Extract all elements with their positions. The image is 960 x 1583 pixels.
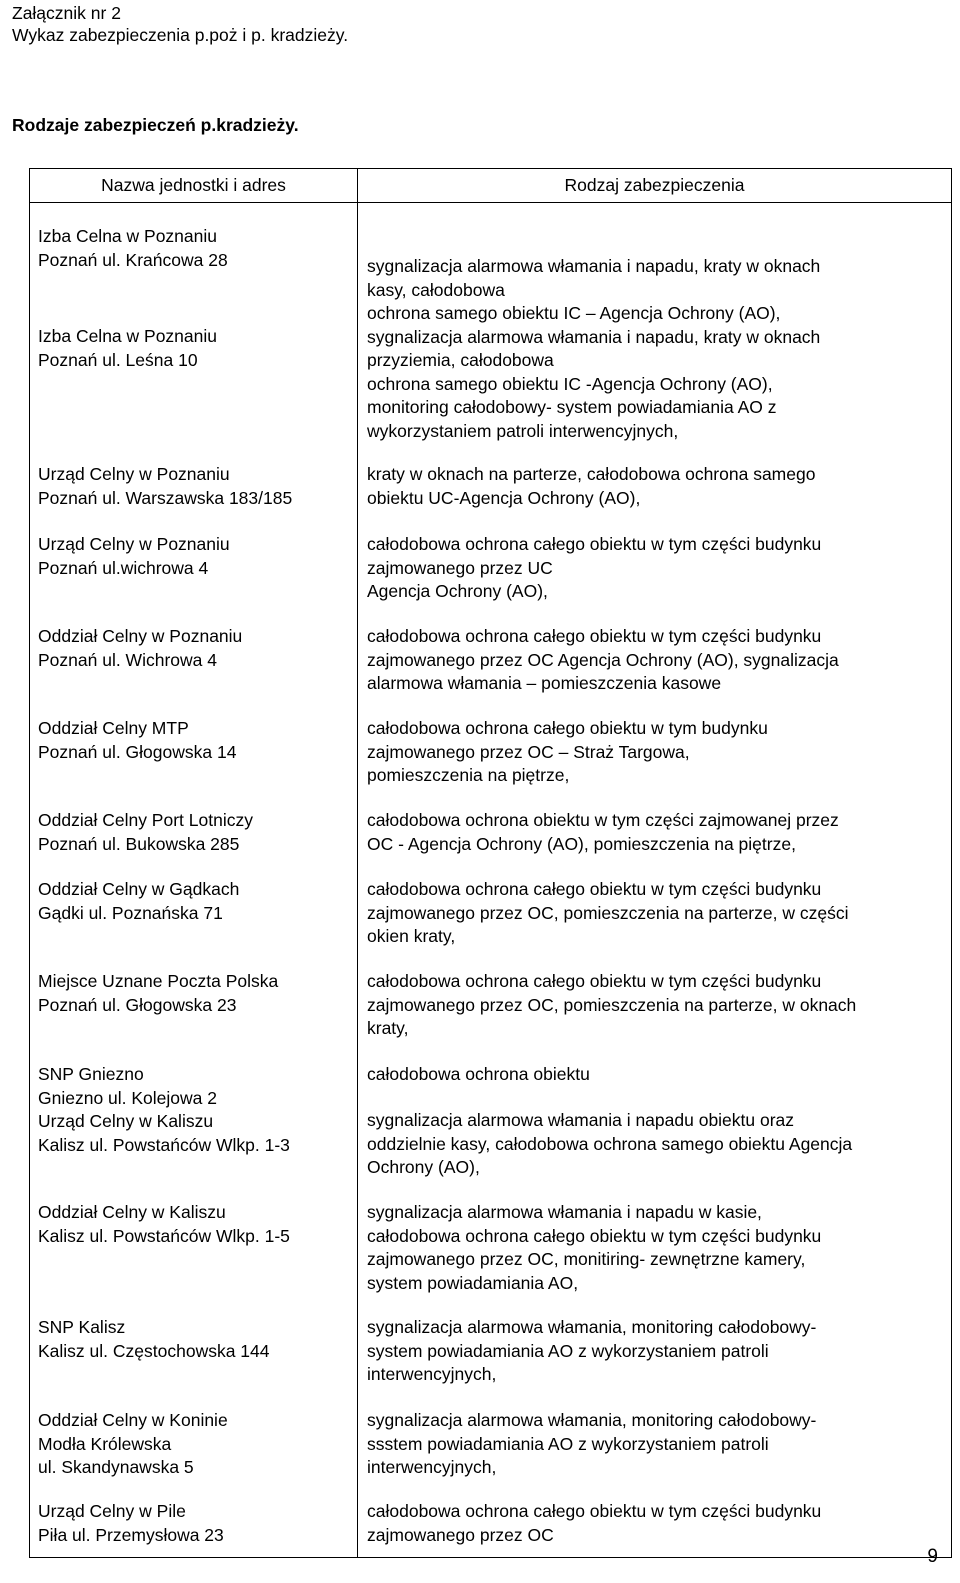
protection-entry — [367, 533, 952, 604]
protection-entry-line: wykorzystaniem patroli interwencyjnych, — [367, 420, 679, 441]
protection-entry-line: całodobowa ochrona całego obiektu w tym części budynku — [367, 971, 822, 991]
unit-entry-line: Urząd Celny w Poznaniu — [38, 464, 230, 484]
protection-entry-line: całodobowa ochrona obiektu — [367, 1064, 590, 1084]
protection-entry — [367, 878, 952, 949]
protection-entry-line: interwencyjnych, — [367, 1364, 497, 1384]
protection-entry-line: oddzielnie kasy, całodobowa ochrona samego obiektu Agencja — [367, 1133, 853, 1154]
protection-entry-line: okien kraty, — [367, 926, 456, 946]
protection-entry-line: pomieszczenia na piętrze, — [367, 765, 570, 785]
attachment-label: Załącznik nr 2 — [12, 3, 121, 23]
unit-entry-line: Oddział Celny MTP — [38, 718, 189, 738]
unit-entry — [38, 533, 353, 580]
column-header-protection: Rodzaj zabezpieczenia — [358, 169, 952, 203]
protection-entry-line: kasy, całodobowa — [367, 279, 505, 300]
protection-entry-line: kraty, — [367, 1018, 409, 1038]
protection-entry-line: system powiadamiania AO, — [367, 1272, 579, 1293]
unit-entry-line: Kalisz ul. Częstochowska 144 — [38, 1340, 270, 1361]
protection-entry-line: zajmowanego przez OC, pomieszczenia na parterze, w części — [367, 902, 849, 923]
protection-entry — [367, 970, 952, 1041]
unit-entry-line: Poznań ul. Głogowska 14 — [38, 741, 237, 762]
unit-entry — [38, 717, 353, 764]
protection-entry-line: sygnalizacja alarmowa włamania, monitoring całodobowy- — [367, 1410, 817, 1430]
unit-entry — [38, 1201, 353, 1248]
protection-entry-line: interwencyjnych, — [367, 1457, 497, 1477]
protection-entry-line: zajmowanego przez UC — [367, 557, 553, 578]
protection-entry — [367, 463, 952, 510]
unit-entry-line: SNP Kalisz — [38, 1317, 126, 1337]
protection-entry-line: sygnalizacja alarmowa włamania i napadu obiektu oraz — [367, 1110, 795, 1130]
unit-entry — [38, 325, 353, 372]
unit-entry-line: Urząd Celny w Poznaniu — [38, 534, 230, 554]
document-title: Wykaz zabezpieczenia p.poż i p. kradzieży. — [12, 25, 349, 45]
protection-entry-line: zajmowanego przez OC, pomieszczenia na parterze, w oknach — [367, 994, 857, 1015]
unit-entry-line: Piła ul. Przemysłowa 23 — [38, 1524, 224, 1545]
protection-entry — [367, 1063, 952, 1087]
unit-entry-line: Izba Celna w Poznaniu — [38, 226, 217, 246]
protection-entry — [367, 1500, 952, 1547]
unit-entry-line: Miejsce Uznane Poczta Polska — [38, 971, 279, 991]
security-table — [29, 168, 952, 1558]
unit-entry-line: Oddział Celny Port Lotniczy — [38, 810, 253, 830]
unit-entry — [38, 878, 353, 925]
protection-entry-line: obiektu UC-Agencja Ochrony (AO), — [367, 487, 641, 508]
protection-entry-line: system powiadamiania AO z wykorzystaniem patroli — [367, 1340, 769, 1361]
protection-entry-line: zajmowanego przez OC – Straż Targowa, — [367, 741, 690, 762]
unit-entry-line: Oddział Celny w Koninie — [38, 1410, 228, 1430]
unit-entry — [38, 809, 353, 856]
protection-entry — [367, 1109, 952, 1180]
protection-entry-line: ssstem powiadamiania AO z wykorzystaniem patroli — [367, 1433, 769, 1454]
protection-entry-line: sygnalizacja alarmowa włamania i napadu, kraty w oknach — [367, 326, 821, 347]
protection-entry — [367, 1201, 952, 1295]
column-header-unit: Nazwa jednostki i adres — [30, 169, 358, 203]
protection-entry-line: kraty w oknach na parterze, całodobowa ochrona samego — [367, 464, 816, 484]
protection-entry — [367, 1409, 952, 1480]
unit-entry-line: Oddział Celny w Gądkach — [38, 879, 240, 899]
table-body-row — [30, 203, 952, 1558]
unit-entry-line: Oddział Celny w Poznaniu — [38, 626, 243, 646]
protection-entry-line: Ochrony (AO), — [367, 1157, 480, 1177]
protection-entry-line: monitoring całodobowy- system powiadamiania AO z — [367, 397, 777, 417]
unit-entry-line: Poznań ul. Leśna 10 — [38, 349, 198, 370]
protection-entry-line: całodobowa ochrona obiektu w tym części zajmowanej przez — [367, 810, 839, 830]
unit-entry-line: Poznań ul. Krańcowa 28 — [38, 249, 228, 270]
unit-entry-line: Urząd Celny w Pile — [38, 1501, 186, 1521]
protection-entry-line: ochrona samego obiektu IC -Agencja Ochrony (AO), — [367, 373, 773, 394]
unit-entry-line: Poznań ul. Wichrowa 4 — [38, 649, 217, 670]
unit-entry — [38, 1316, 353, 1363]
unit-entry-line: Poznań ul. Głogowska 23 — [38, 994, 237, 1015]
page-number: 9 — [927, 1546, 938, 1567]
protection-entry — [367, 255, 952, 443]
table-header-row — [30, 169, 952, 203]
unit-entry — [38, 225, 353, 272]
unit-entry — [38, 1500, 353, 1547]
protection-entry-line: zajmowanego przez OC — [367, 1524, 554, 1545]
protection-entry — [367, 1316, 952, 1387]
protection-entry — [367, 809, 952, 856]
unit-entry-line: Poznań ul. Bukowska 285 — [38, 833, 240, 854]
unit-entry — [38, 1063, 353, 1157]
units-column — [30, 203, 358, 1558]
section-title: Rodzaje zabezpieczeń p.kradzieży. — [12, 115, 299, 135]
protection-entry — [367, 625, 952, 696]
protection-entry — [367, 717, 952, 788]
unit-entry-line: Gniezno ul. Kolejowa 2 — [38, 1087, 217, 1108]
unit-entry — [38, 970, 353, 1017]
protection-entry-line: Agencja Ochrony (AO), — [367, 581, 548, 601]
unit-entry-line: ul. Skandynawska 5 — [38, 1457, 194, 1477]
protection-entry-line: alarmowa włamania – pomieszczenia kasowe — [367, 673, 722, 693]
protection-entry-line: całodobowa ochrona całego obiektu w tym budynku — [367, 718, 768, 738]
protection-entry-line: zajmowanego przez OC Agencja Ochrony (AO), sygnalizacja — [367, 649, 839, 670]
protection-entry-line: całodobowa ochrona całego obiektu w tym części budynku — [367, 626, 822, 646]
unit-entry — [38, 625, 353, 672]
unit-entry-line: SNP Gniezno — [38, 1064, 144, 1084]
protection-entry-line: całodobowa ochrona całego obiektu w tym części budynku — [367, 1501, 822, 1521]
unit-entry-line: Urząd Celny w Kaliszu — [38, 1111, 214, 1131]
protection-entry-line: ochrona samego obiektu IC – Agencja Ochrony (AO), — [367, 303, 781, 323]
unit-entry-line: Modła Królewska — [38, 1433, 172, 1454]
unit-entry-line: Poznań ul.wichrowa 4 — [38, 557, 209, 578]
protections-column — [358, 203, 952, 1558]
protection-entry-line: całodobowa ochrona całego obiektu w tym części budynku — [367, 879, 822, 899]
unit-entry-line: Kalisz ul. Powstańców Wlkp. 1-5 — [38, 1225, 290, 1246]
unit-entry-line: Poznań ul. Warszawska 183/185 — [38, 487, 293, 508]
protection-entry-line: przyziemia, całodobowa — [367, 350, 554, 370]
protection-entry-line: sygnalizacja alarmowa włamania i napadu, kraty w oknach — [367, 256, 821, 276]
unit-entry-line: Izba Celna w Poznaniu — [38, 326, 217, 346]
unit-entry-line: Kalisz ul. Powstańców Wlkp. 1-3 — [38, 1134, 290, 1155]
protection-entry-line: całodobowa ochrona całego obiektu w tym części budynku — [367, 534, 822, 554]
protection-entry-line: sygnalizacja alarmowa włamania i napadu w kasie, — [367, 1202, 762, 1222]
unit-entry — [38, 1409, 353, 1480]
unit-entry — [38, 463, 353, 510]
unit-entry-line: Oddział Celny w Kaliszu — [38, 1202, 226, 1222]
unit-entry-line: Gądki ul. Poznańska 71 — [38, 902, 223, 923]
protection-entry-line: sygnalizacja alarmowa włamania, monitoring całodobowy- — [367, 1317, 817, 1337]
protection-entry-line: całodobowa ochrona całego obiektu w tym części budynku — [367, 1225, 822, 1246]
protection-entry-line: OC - Agencja Ochrony (AO), pomieszczenia na piętrze, — [367, 833, 796, 854]
protection-entry-line: zajmowanego przez OC, monitiring- zewnętrzne kamery, — [367, 1249, 806, 1269]
